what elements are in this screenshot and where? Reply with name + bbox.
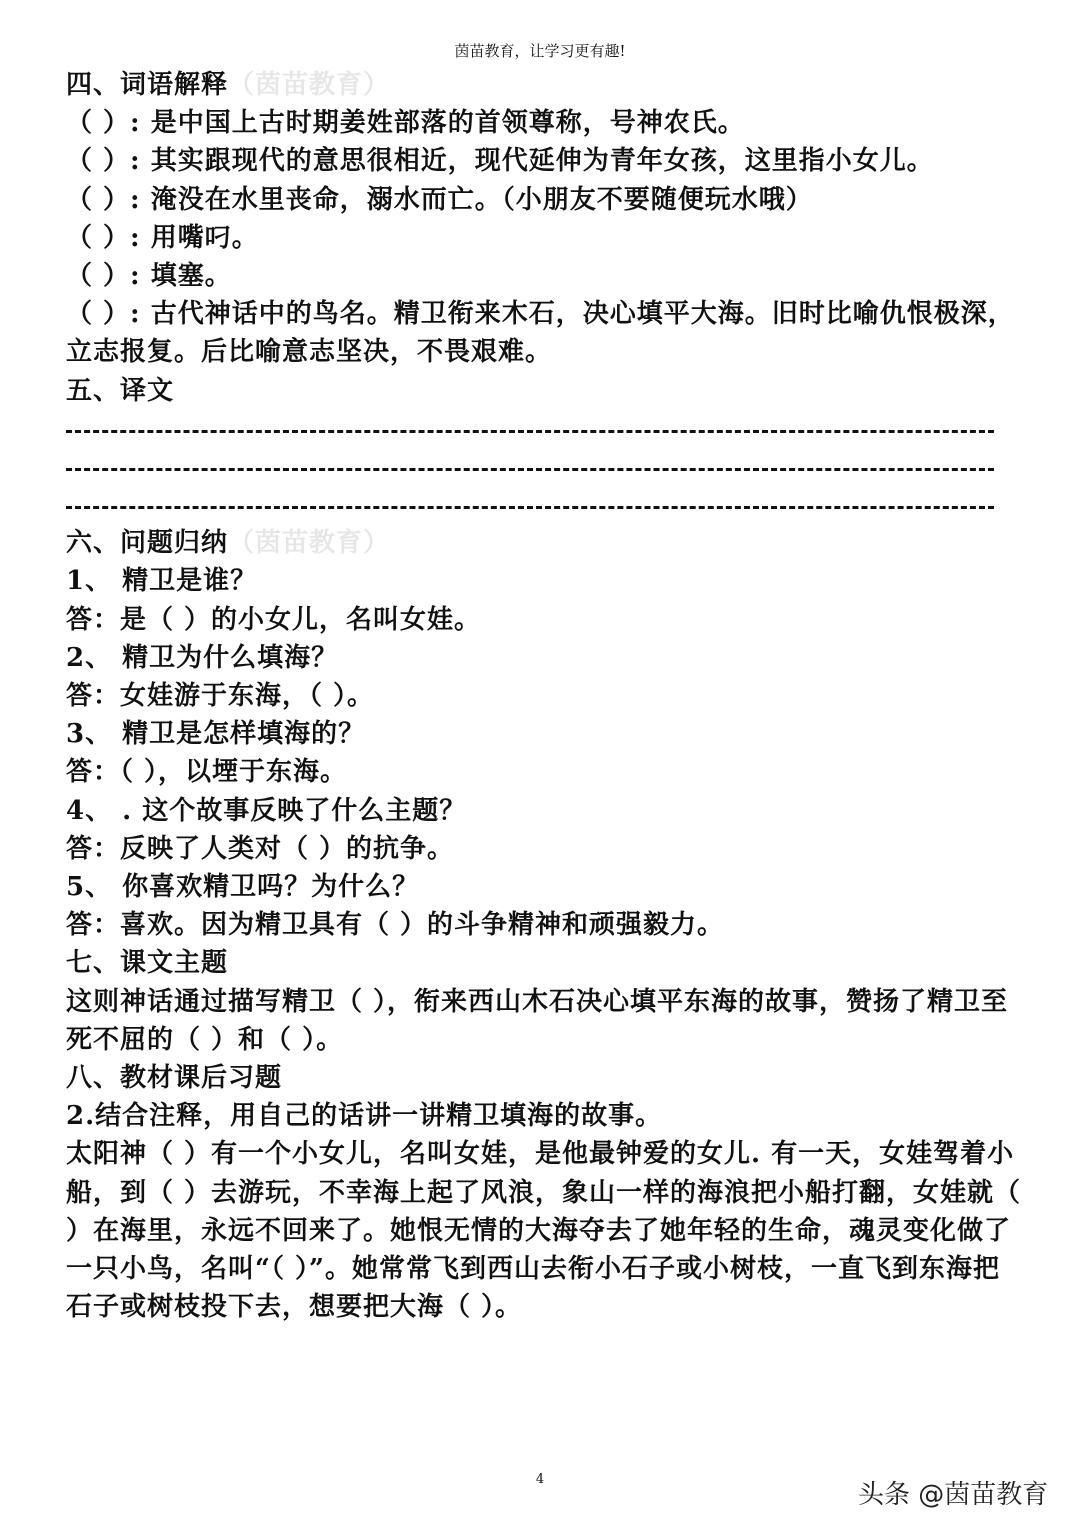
answer: 答：是（ ）的小女儿，名叫女娃。 (66, 604, 482, 635)
page-number: 4 (535, 1472, 545, 1487)
word-item: （ ）: 用嘴叼。 (66, 222, 259, 253)
answer: 答：（ ），以堙于东海。 (66, 757, 348, 788)
question: 4、 . 这个故事反映了什么主题？ (66, 795, 467, 826)
question: 2、 精卫为什么填海？ (66, 642, 339, 673)
worksheet-content (66, 66, 1026, 1326)
answer: 答：女娃游于东海，（ ）。 (66, 681, 375, 712)
section-title-translation: 五、译文 (66, 375, 175, 406)
theme-text: 这则神话通过描写精卫（ ），衔来西山木石决心填平东海的故事，赞扬了精卫至死不屈的（ ）和（ ）。 (66, 986, 1009, 1055)
section-title-word-explanation (66, 66, 1026, 104)
word-item: （ ）: 是中国上古时期姜姓部落的首领尊称，号神农氏。 (66, 108, 745, 139)
question: 3、 精卫是怎样填海的？ (66, 719, 366, 750)
section-title: 六、问题归纳 (66, 528, 229, 559)
section-title-theme: 七、课文主题 (66, 948, 229, 979)
section-title: 四、词语解释 (66, 70, 229, 100)
question: 5、 你喜欢精卫吗？为什么？ (66, 871, 420, 902)
watermark: （茵苗教育） (228, 528, 391, 559)
section-title-exercises: 八、教材课后习题 (66, 1062, 283, 1093)
corner-watermark: 头条 @茵苗教育 (858, 1480, 1049, 1510)
watermark: （茵苗教育） (228, 70, 391, 100)
word-item: （ ）: 其实跟现代的意思很相近，现代延伸为青年女孩，这里指小女儿。 (66, 146, 934, 177)
answer: 答：反映了人类对（ ）的抗争。 (66, 833, 455, 864)
question: 1、 精卫是谁？ (66, 566, 258, 597)
section-title-questions (66, 524, 1026, 562)
exercise-story: 太阳神（ ）有一个小女儿，名叫女娃，是他最钟爱的女儿. 有一天，女娃驾着小船，到（ ）去游玩，不幸海上起了风浪，象山一样的海浪把小船打翻，女娃就（ ）在海里，永远不回来了。她恨无情的大海夺去了她年轻的生命，魂灵变化做了一只小鸟，名叫“（ ）”。她常常飞到西山去衔小石子或小树枝，一直飞到东海把石子或树枝投下去，想要把大海（ ）。 (66, 1139, 1022, 1323)
word-item: （ ）: 古代神话中的鸟名。精卫衔来木石，决心填平大海。旧时比喻仇恨极深，立志报复。后比喻意志坚决，不畏艰难。 (66, 299, 1015, 368)
answer-dashed-line (66, 410, 1026, 448)
answer: 答：喜欢。因为精卫具有（ ）的斗争精神和顽强毅力。 (66, 910, 725, 941)
word-item: （ ）: 填塞。 (66, 260, 232, 291)
exercise-question: 2.结合注释，用自己的话讲一讲精卫填海的故事。 (66, 1101, 663, 1132)
word-item: （ ）: 淹没在水里丧命，溺水而亡。（小朋友不要随便玩水哦） (66, 184, 813, 215)
page-header-slogan: 茵苗教育，让学习更有趣! (454, 42, 626, 60)
answer-dashed-line (66, 486, 1026, 524)
answer-dashed-line (66, 448, 1026, 486)
